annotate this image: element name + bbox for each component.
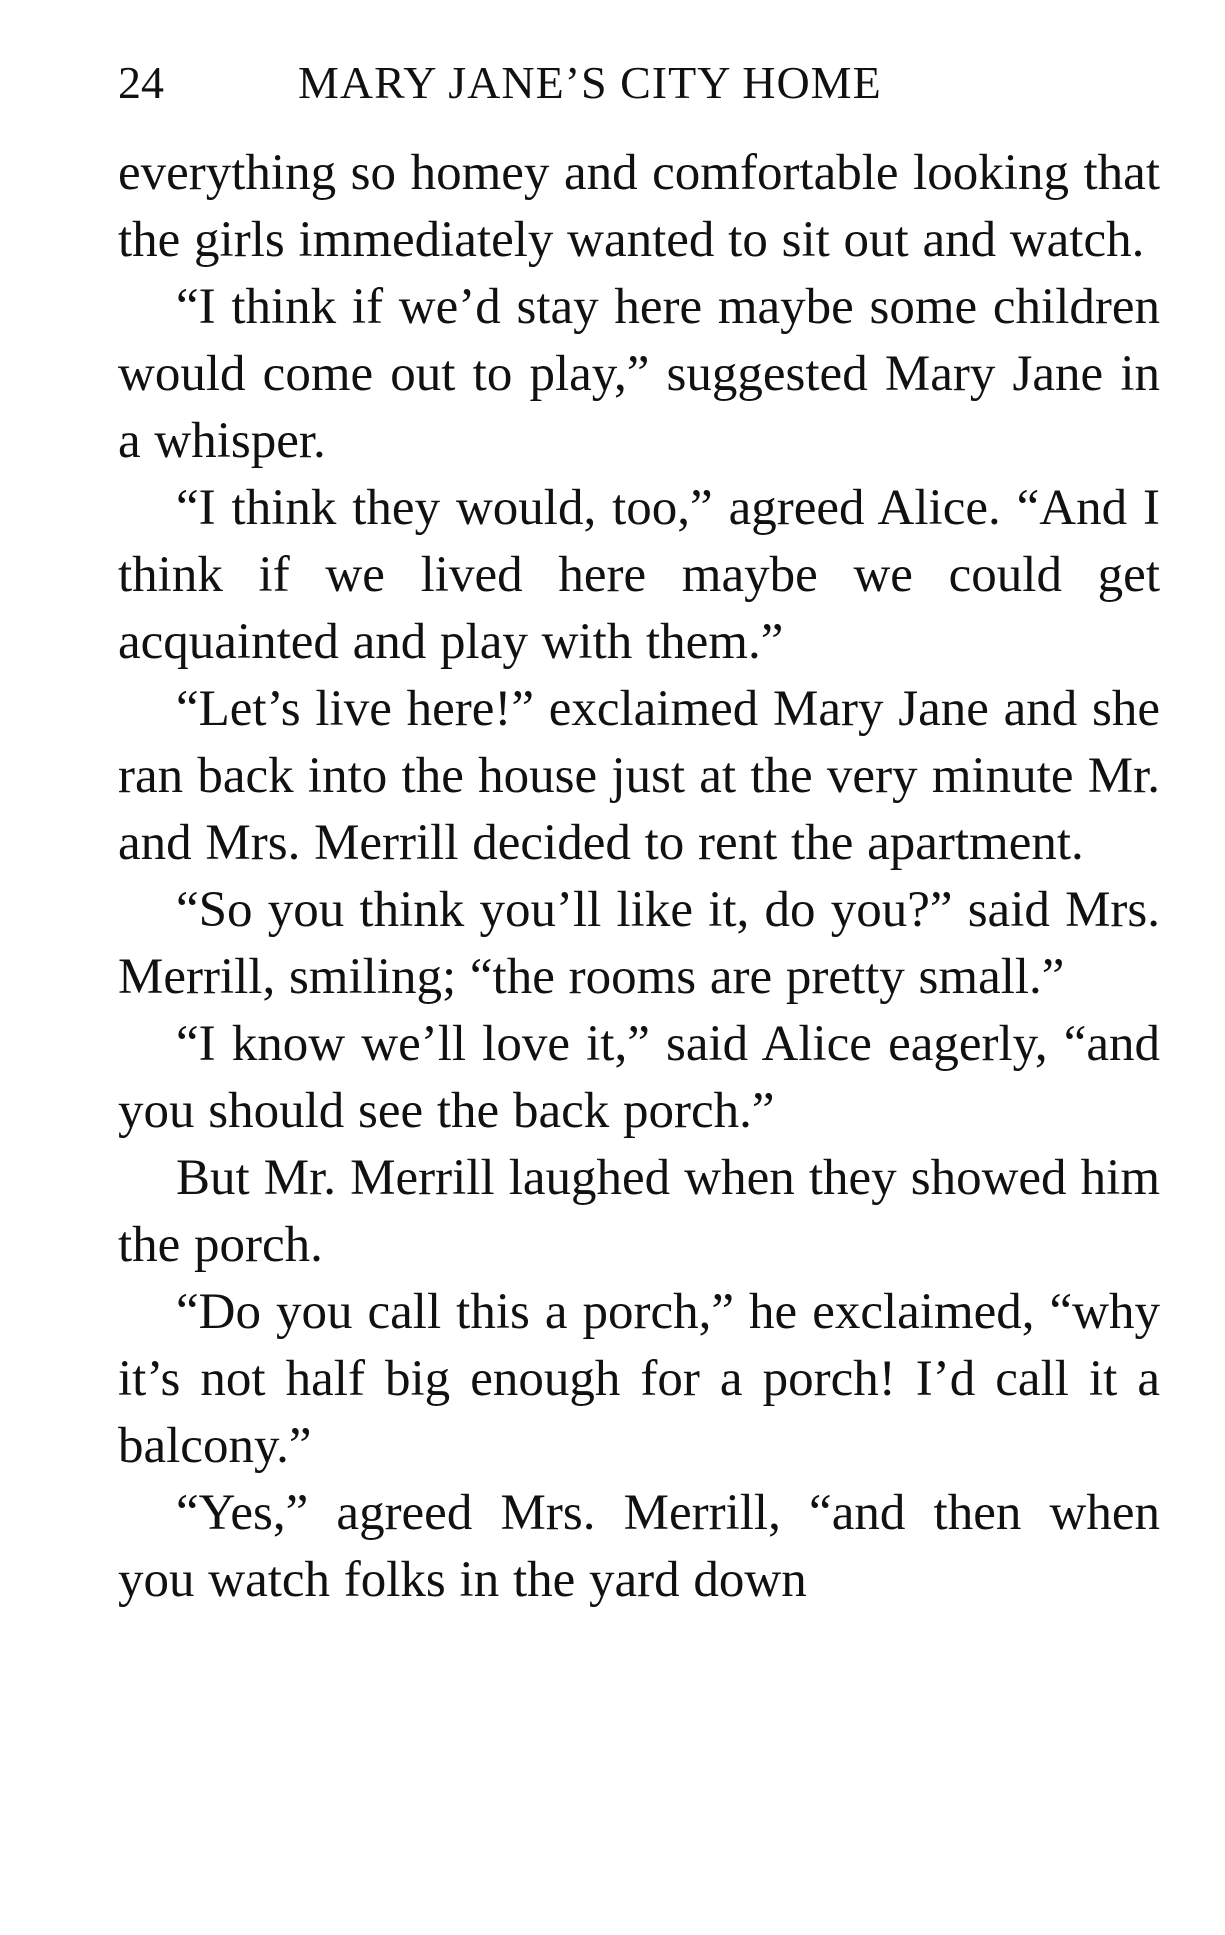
page-number: 24 — [118, 57, 164, 108]
paragraph: But Mr. Merrill laughed when they showed him the porch. — [118, 1150, 1160, 1273]
paragraph: “Yes,” agreed Mrs. Merrill, “and then when you watch folks in the yard down — [118, 1485, 1160, 1608]
running-head — [118, 48, 1158, 118]
paragraph: “Let’s live here!” exclaimed Mary Jane and she ran back into the house just at the very minute Mr. and Mrs. Merrill decided to rent the apartment. — [118, 681, 1160, 871]
body-text — [118, 140, 1160, 1614]
paragraph: “I think if we’d stay here maybe some children would come out to play,” suggested Mary Jane in a whisper. — [118, 279, 1160, 469]
paragraph: “So you think you’ll like it, do you?” said Mrs. Merrill, smiling; “the rooms are pretty small.” — [118, 882, 1160, 1005]
paragraph: “Do you call this a porch,” he exclaimed, “why it’s not half big enough for a porch! I’d call it a balcony.” — [118, 1284, 1160, 1474]
paragraph: “I know we’ll love it,” said Alice eagerly, “and you should see the back porch.” — [118, 1016, 1160, 1139]
book-title: MARY JANE’S CITY HOME — [298, 57, 882, 108]
paragraph: “I think they would, too,” agreed Alice. “And I think if we lived here maybe we could get acquainted and play with them.” — [118, 480, 1160, 670]
paragraph: everything so homey and comfortable looking that the girls immediately wanted to sit out and watch. — [118, 145, 1160, 268]
